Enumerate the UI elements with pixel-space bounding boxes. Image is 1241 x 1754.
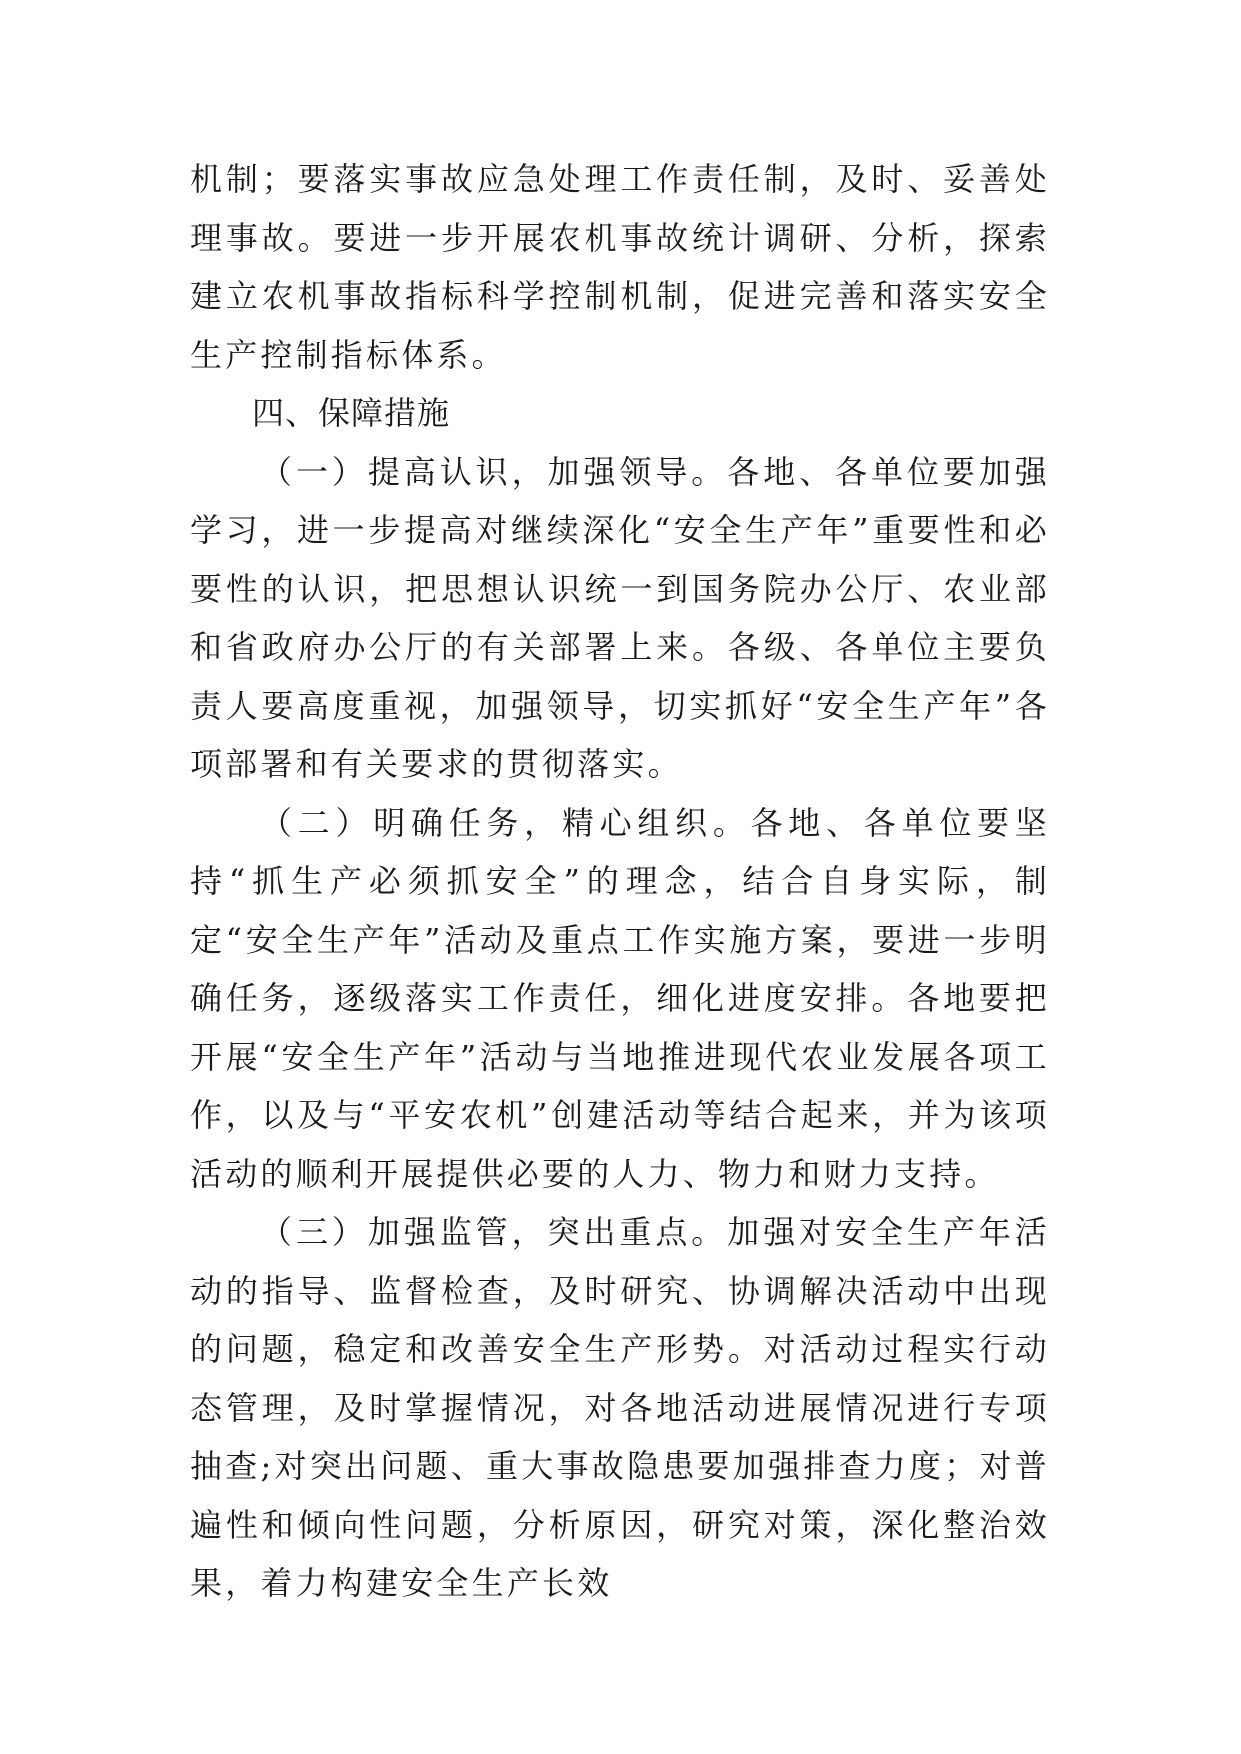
section-heading-safeguards: 四、保障措施 xyxy=(252,394,451,432)
document-body xyxy=(190,150,1050,1613)
paragraph-raise-awareness: （一）提高认识，加强领导。各地、各单位要加强学习，进一步提高对继续深化“安全生产年”重要性和必要性的认识，把思想认识统一到国务院办公厅、农业部和省政府办公厅的有关部署上来。各级、各单位主要负责人要高度重视，加强领导，切实抓好“安全生产年”各项部署和有关要求的贯彻落实。 xyxy=(190,452,1050,783)
paragraph-strengthen-supervision: （三）加强监管，突出重点。加强对安全生产年活动的指导、监督检查，及时研究、协调解决活动中出现的问题，稳定和改善安全生产形势。对活动过程实行动态管理，及时掌握情况，对各地活动进展情况进行专项抽查;对突出问题、重大事故隐患要加强排查力度；对普遍性和倾向性问题，分析原因，研究对策，深化整治效果，着力构建安全生产长效 xyxy=(190,1213,1050,1602)
paragraph-continuation: 机制；要落实事故应急处理工作责任制，及时、妥善处理事故。要进一步开展农机事故统计调研、分析，探索建立农机事故指标科学控制机制，促进完善和落实安全生产控制指标体系。 xyxy=(190,160,1050,374)
paragraph-clarify-tasks: （二）明确任务，精心组织。各地、各单位要坚持“抓生产必须抓安全”的理念，结合自身实际，制定“安全生产年”活动及重点工作实施方案，要进一步明确任务，逐级落实工作责任，细化进度安排。各地要把开展“安全生产年”活动与当地推进现代农业发展各项工作，以及与“平安农机”创建活动等结合起来，并为该项活动的顺利开展提供必要的人力、物力和财力支持。 xyxy=(190,803,1050,1193)
